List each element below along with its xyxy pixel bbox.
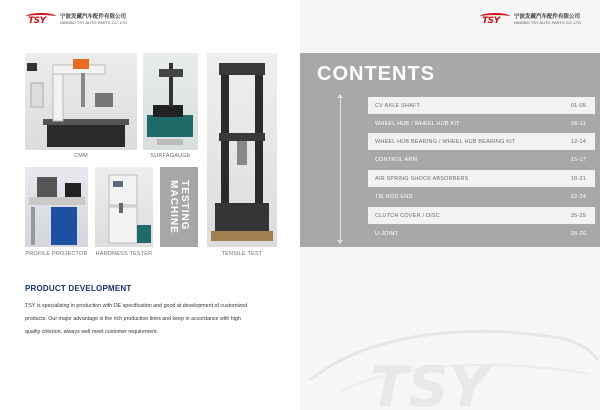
tsy-logo-mark: TSY <box>26 13 56 27</box>
company-name-cn: 宁波发藏汽车配件有限公司 <box>60 13 127 20</box>
contents-title: CONTENTS <box>317 63 435 85</box>
toc-item-clutch[interactable]: CLUTCH COVER / DISC 25-25 <box>368 207 595 224</box>
surfagauge-caption: SURFAGAUGE <box>150 153 191 159</box>
hardness-tester-caption: HARDNESS TESTER <box>95 251 153 257</box>
toc-item-tie-rod-end[interactable]: TIE ROD END 22-24 <box>368 188 595 205</box>
tsy-watermark <box>300 300 600 410</box>
product-development-title: PRODUCT DEVELOPMENT <box>25 284 132 293</box>
toc-item-wheel-hub[interactable]: WHEEL HUB / WHEEL HUB KIT 06-11 <box>368 115 595 132</box>
cmm-photo <box>25 53 137 150</box>
tensile-test-caption: TENSILE TEST <box>221 251 263 257</box>
company-name-en: NINGBO TSY AUTO PARTS CO.,LTD <box>514 20 582 26</box>
hardness-tester-photo <box>95 167 153 247</box>
arrow-down-icon <box>337 240 343 244</box>
tensile-test-photo <box>207 53 277 247</box>
product-development-text: TSY is specializing in production with OE specification and good at development of customized products. Our major advantage is the rich production lines and keep in accordance with high quality criterion, always well meet customer requirement. <box>25 303 248 335</box>
cmm-caption: CMM <box>74 153 88 159</box>
company-logo-right <box>480 13 581 27</box>
testing-machine-label: TESTING MACHINE <box>160 167 198 247</box>
tsy-logo-mark: TSY <box>480 13 510 27</box>
toc-item-u-joint[interactable]: U-JOINT 26-26 <box>368 225 595 242</box>
toc-item-cv-axle-shaft[interactable]: CV AXLE SHAFT 01-05 <box>368 97 595 114</box>
timeline-line <box>340 98 341 241</box>
company-logo-left <box>26 13 127 27</box>
profile-projector-caption: PROFILE PROJECTOR <box>25 251 88 257</box>
surfagauge-photo <box>143 53 198 150</box>
toc-item-control-arm[interactable]: CONTROL ARM 15-17 <box>368 151 595 168</box>
watermark-text: TSY <box>370 355 490 410</box>
toc-item-wheel-hub-bearing[interactable]: WHEEL HUB BEARING / WHEEL HUB BEARING KIT 12-14 <box>368 133 595 150</box>
company-name-en: NINGBO TSY AUTO PARTS CO.,LTD <box>60 20 128 26</box>
company-name-cn: 宁波发藏汽车配件有限公司 <box>514 13 581 20</box>
profile-projector-photo <box>25 167 88 247</box>
contents-panel <box>300 53 600 247</box>
toc-item-air-spring[interactable]: AIR SPRING SHOCK ABSORBERS 18-21 <box>368 170 595 187</box>
